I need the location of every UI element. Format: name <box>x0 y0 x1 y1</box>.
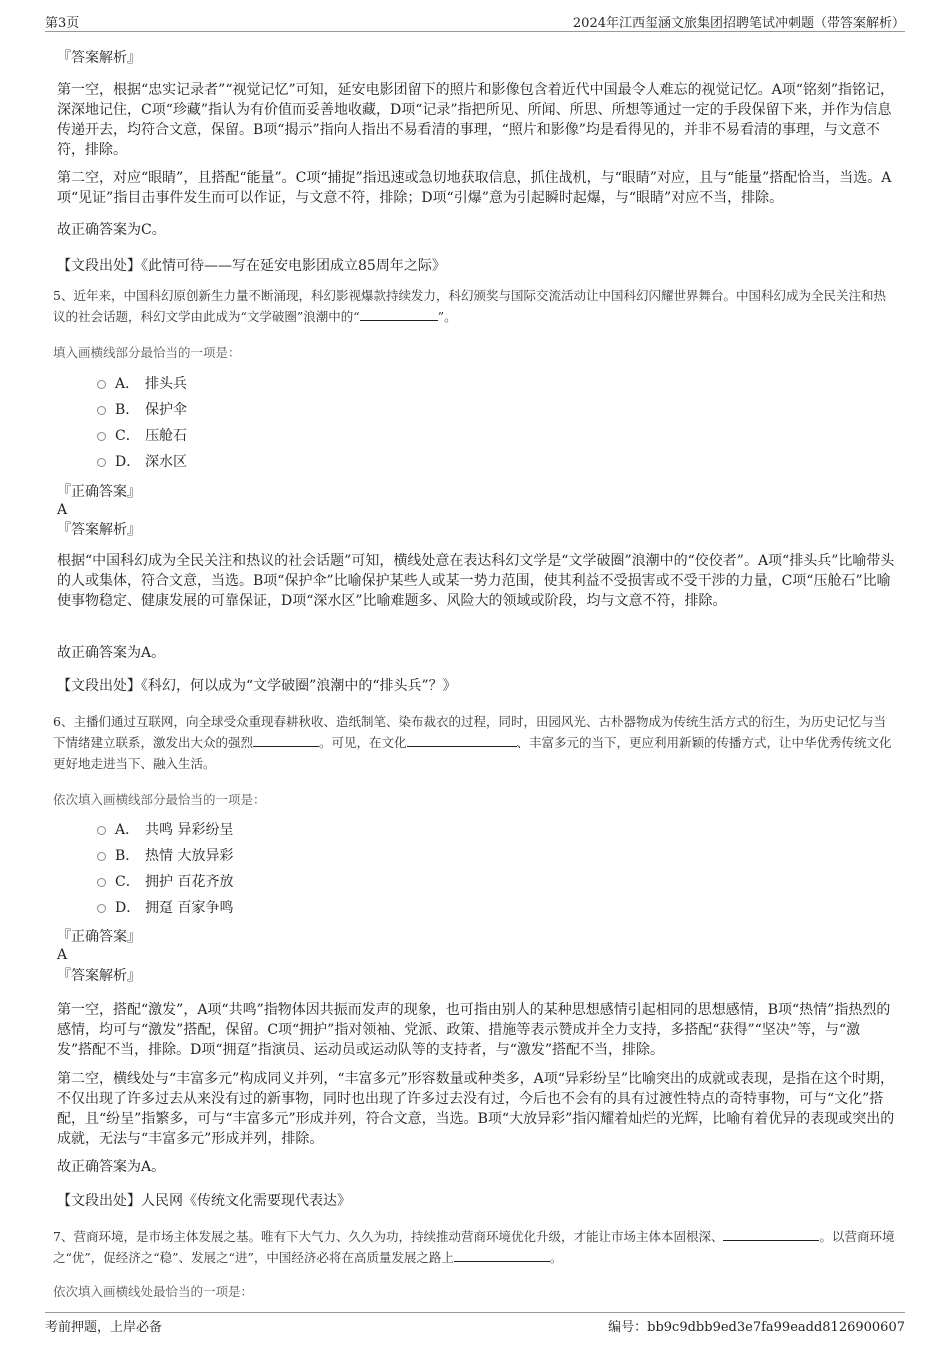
radio-icon[interactable] <box>97 432 106 441</box>
radio-icon[interactable] <box>97 852 106 861</box>
q6-blank-1 <box>253 734 319 747</box>
page-number: 第3页 <box>45 16 80 31</box>
q6-instruction: 依次填入画横线部分最恰当的一项是： <box>53 792 266 807</box>
q5-source: 【文段出处】《科幻，何以成为“文学破圈”浪潮中的“排头兵”？》 <box>57 678 457 694</box>
q6-analysis-p2: 第二空，横线处与“丰富多元”构成同义并列，“丰富多元”形容数量或种类多，A项“异彩纷呈”比喻突出的成就或表现，是指在这个时期，不仅出现了许多过去从来没有过的新事物，同时也出现了许多过去没有过，今后也不会有的具有过渡性特点的奇特事物，可与“文化”搭配，且“纷呈”指繁多，可与“丰富多元”形成并列，符合文意，当选。B项“大放异彩”指闪耀着灿烂的光辉，比喻有着优异的表现或突出的成就，无法与“丰富多元”形成并列，排除。 <box>57 1071 895 1147</box>
q5-correct-label: 『正确答案』 <box>57 484 141 500</box>
q5-answer: A <box>57 502 68 518</box>
q7-instruction: 依次填入画横线处最恰当的一项是： <box>53 1284 254 1299</box>
q6-analysis-p1: 第一空，搭配“激发”，A项“共鸣”指物体因共振而发声的现象，也可指由别人的某种思想感情引起相同的思想感情，B项“热情”指热烈的感情，均可与“激发”搭配，保留。C项“拥护”指对领袖、党派、政策、措施等表示赞成并全力支持，多搭配“获得”“坚决”等，与“激发”搭配不当，排除。D项“拥趸”指演员、运动员或运动队等的支持者，与“激发”搭配不当，排除。 <box>57 1002 891 1058</box>
q4-analysis-p1: 第一空，根据“忠实记录者”“视觉记忆”可知，延安电影团留下的照片和影像包含着近代中国最令人难忘的视觉记忆。A项“铭刻”指铭记，深深地记住，C项“珍藏”指认为有价值而妥善地收藏，D项“记录”指把所见、所闻、所思、所想等通过一定的手段保留下来，并作为信息传递开去，均符合文意，保留。B项“揭示”指向人指出不易看清的事理，“照片和影像”均是看得见的，并非不易看清的事理，与文意不符，排除。 <box>57 82 895 158</box>
q4-analysis-p2: 第二空，对应“眼睛”，且搭配“能量”。C项“捕捉”指迅速或急切地获取信息，抓住战机，与“眼睛”对应，且与“能量”搭配恰当，当选。A项“见证”指目击事件发生而可以作证，与文意不符，排除；D项“引爆”意为引起瞬时起爆，与“眼睛”对应不当，排除。 <box>57 170 892 206</box>
q5-analysis: 根据“中国科幻成为全民关注和热议的社会话题”可知，横线处意在表达科幻文学是“文学破圈”浪潮中的“佼佼者”。A项“排头兵”比喻带头的人或集体，符合文意，当选。B项“保护伞”比喻保护某些人或某一势力范围，使其利益不受损害或不受干涉的力量，C项“压舱石”比喻使事物稳定、健康发展的可靠保证，D项“深水区”比喻难题多、风险大的领域或阶段，均与文意不符，排除。 <box>57 553 895 609</box>
q4-source: 【文段出处】《此情可待——写在延安电影团成立85周年之际》 <box>57 258 446 274</box>
radio-icon[interactable] <box>97 904 106 913</box>
q6-option-c[interactable]: C． 拥护 百花齐放 <box>57 869 895 895</box>
q5-stem: 5、近年来，中国科幻原创新生力量不断涌现，科幻影视爆款持续发力，科幻颁奖与国际交流活动让中国科幻闪耀世界舞台。中国科幻成为全民关注和热议的社会话题，科幻文学由此成为“文学破圈”浪潮中的“ ”。 <box>53 288 886 324</box>
footer-divider <box>45 1312 905 1313</box>
q6-option-a[interactable]: A． 共鸣 异彩纷呈 <box>57 817 895 843</box>
page-footer <box>0 1308 950 1345</box>
q6-options <box>57 817 895 921</box>
footer-slogan: 考前押题，上岸必备 <box>45 1320 163 1335</box>
q6-stem: 6、主播们通过互联网，向全球受众重现春耕秋收、造纸制笔、染布裁衣的过程，同时，田园风光、古朴器物成为传统生活方式的衍生，为历史记忆与当下情绪建立联系，激发出大众的强烈 。可见，在文化 、丰富多元的当下，更应利用新颖的传播方式，让中华优秀传统文化更好地走进当下、融入生活。 <box>53 714 892 771</box>
q5-options <box>57 371 895 475</box>
radio-icon[interactable] <box>97 878 106 887</box>
q6-analysis-label: 『答案解析』 <box>57 968 141 984</box>
q6-source: 【文段出处】人民网《传统文化需要现代表达》 <box>57 1193 351 1209</box>
q6-blank-2 <box>407 734 517 747</box>
radio-icon[interactable] <box>97 458 106 467</box>
q5-option-d[interactable]: D． 深水区 <box>57 449 895 475</box>
q5-option-b[interactable]: B． 保护伞 <box>57 397 895 423</box>
q5-analysis-label: 『答案解析』 <box>57 522 141 538</box>
q6-answer: A <box>57 947 68 963</box>
q7-stem: 7、营商环境，是市场主体发展之基。唯有下大气力、久久为功，持续推动营商环境优化升级，才能让市场主体本固根深、 。以营商环境之“优”，促经济之“稳”、发展之“进”，中国经济必将在高质量发展之路上 。 <box>53 1229 895 1265</box>
document-title: 2024年江西玺涵文旅集团招聘笔试冲刺题（带答案解析） <box>572 16 905 31</box>
q7-blank-2 <box>454 1249 550 1262</box>
q5-instruction: 填入画横线部分最恰当的一项是： <box>53 345 241 360</box>
q6-option-d[interactable]: D． 拥趸 百家争鸣 <box>57 895 895 921</box>
q5-conclusion: 故正确答案为A。 <box>57 645 166 661</box>
q5-option-c[interactable]: C． 压舱石 <box>57 423 895 449</box>
header-divider <box>45 31 905 32</box>
q5-option-a[interactable]: A． 排头兵 <box>57 371 895 397</box>
radio-icon[interactable] <box>97 406 106 415</box>
q6-correct-label: 『正确答案』 <box>57 929 141 945</box>
q5-blank <box>360 308 438 321</box>
q6-option-b[interactable]: B． 热情 大放异彩 <box>57 843 895 869</box>
q6-conclusion: 故正确答案为A。 <box>57 1159 166 1175</box>
q7-blank-1 <box>723 1228 819 1241</box>
analysis-label: 『答案解析』 <box>57 50 141 66</box>
document-code: 编号：bb9c9dbb9ed3e7fa99eadd8126900607 <box>608 1320 905 1335</box>
page-header <box>0 0 950 32</box>
radio-icon[interactable] <box>97 826 106 835</box>
radio-icon[interactable] <box>97 380 106 389</box>
q4-conclusion: 故正确答案为C。 <box>57 222 166 238</box>
